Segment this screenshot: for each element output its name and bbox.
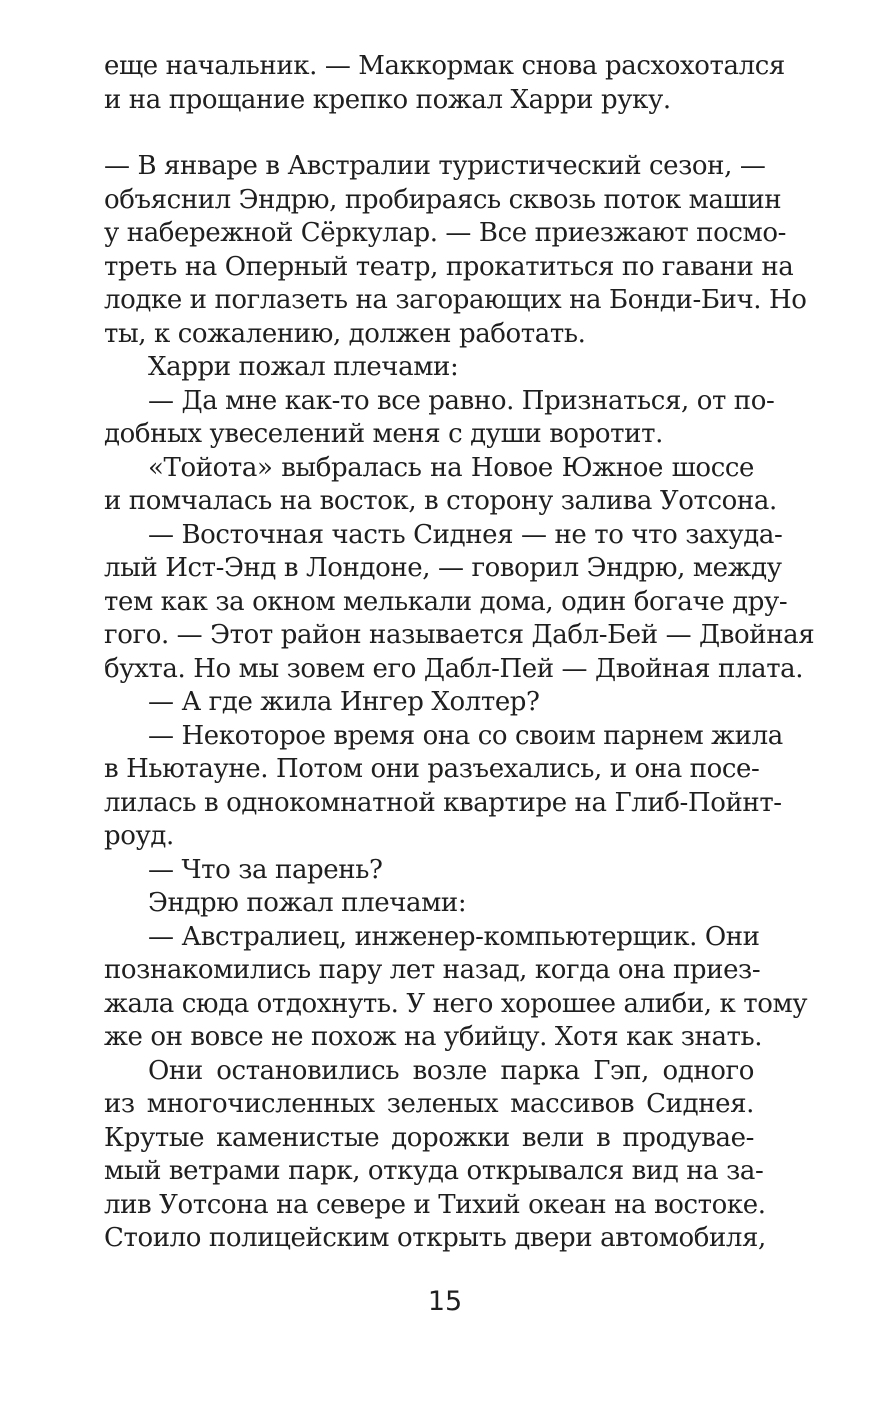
text-line: ты, к сожалению, должен работать.: [104, 318, 586, 349]
text-line: еще начальник. — Маккормак снова расхохотался: [104, 51, 785, 81]
text-line: треть на Оперный театр, прокатиться по гавани на: [104, 251, 794, 282]
text-line: гого. — Этот район называется Дабл-Бей — Двойная: [104, 620, 815, 650]
text-line: лый Ист-Энд в Лондоне, — говорил Эндрю, между: [104, 553, 782, 583]
text-line: «Тойота» выбралась на Новое Южное шоссе: [148, 452, 754, 483]
text-line: — Восточная часть Сиднея — не то что захуда-: [148, 519, 783, 550]
text-line: добных увеселений меня с души воротит.: [104, 419, 663, 449]
page-number: 15: [427, 1286, 463, 1317]
page-body: [104, 50, 815, 1256]
text-line: — Да мне как-то все равно. Признаться, от по-: [148, 385, 775, 416]
text-line: — Что за парень?: [148, 854, 383, 885]
text-line: — Некоторое время она со своим парнем жила: [148, 720, 783, 751]
text-line: объяснил Эндрю, пробираясь сквозь поток машин: [104, 184, 782, 215]
text-line: Харри пожал плечами:: [148, 352, 459, 382]
text-line: Они остановились возле парка Гэп, одного: [148, 1055, 754, 1086]
paragraph-gap: [104, 117, 754, 150]
text-line: роуд.: [104, 821, 174, 851]
text-line: познакомились пару лет назад, когда она приез-: [104, 955, 761, 985]
text-line: Эндрю пожал плечами:: [148, 888, 467, 918]
text-line: из многочисленных зеленых массивов Сиднея.: [104, 1089, 754, 1119]
text-line: лив Уотсона на севере и Тихий океан на востоке.: [104, 1189, 766, 1220]
text-line: жала сюда отдохнуть. У него хорошее алиби, к тому: [104, 988, 808, 1019]
text-line: лилась в однокомнатной квартире на Глиб-Пойнт-: [104, 787, 782, 818]
text-line: бухта. Но мы зовем его Дабл-Пей — Двойная плата.: [104, 653, 804, 684]
text-line: у набережной Сёркулар. — Все приезжают посмо-: [104, 218, 786, 248]
text-line: Стоило полицейским открыть двери автомобиля,: [104, 1223, 766, 1253]
text-line: — В январе в Австралии туристический сезон, —: [104, 151, 766, 181]
text-line: — А где жила Ингер Холтер?: [148, 687, 540, 717]
text-line: же он вовсе не похож на убийцу. Хотя как знать.: [104, 1022, 763, 1052]
text-line: тем как за окном мелькали дома, один богаче дру-: [104, 586, 788, 617]
text-line: и помчалась на восток, в сторону залива Уотсона.: [104, 486, 777, 516]
text-line: и на прощание крепко пожал Харри руку.: [104, 84, 671, 115]
text-line: Крутые каменистые дорожки вели в продувае-: [104, 1122, 754, 1153]
text-line: мый ветрами парк, откуда открывался вид на за-: [104, 1156, 764, 1186]
text-line: в Ньютауне. Потом они разъехались, и она посе-: [104, 754, 760, 784]
text-line: лодке и поглазеть на загорающих на Бонди-Бич. Но: [104, 285, 807, 315]
text-line: — Австралиец, инженер-компьютерщик. Они: [148, 921, 760, 952]
